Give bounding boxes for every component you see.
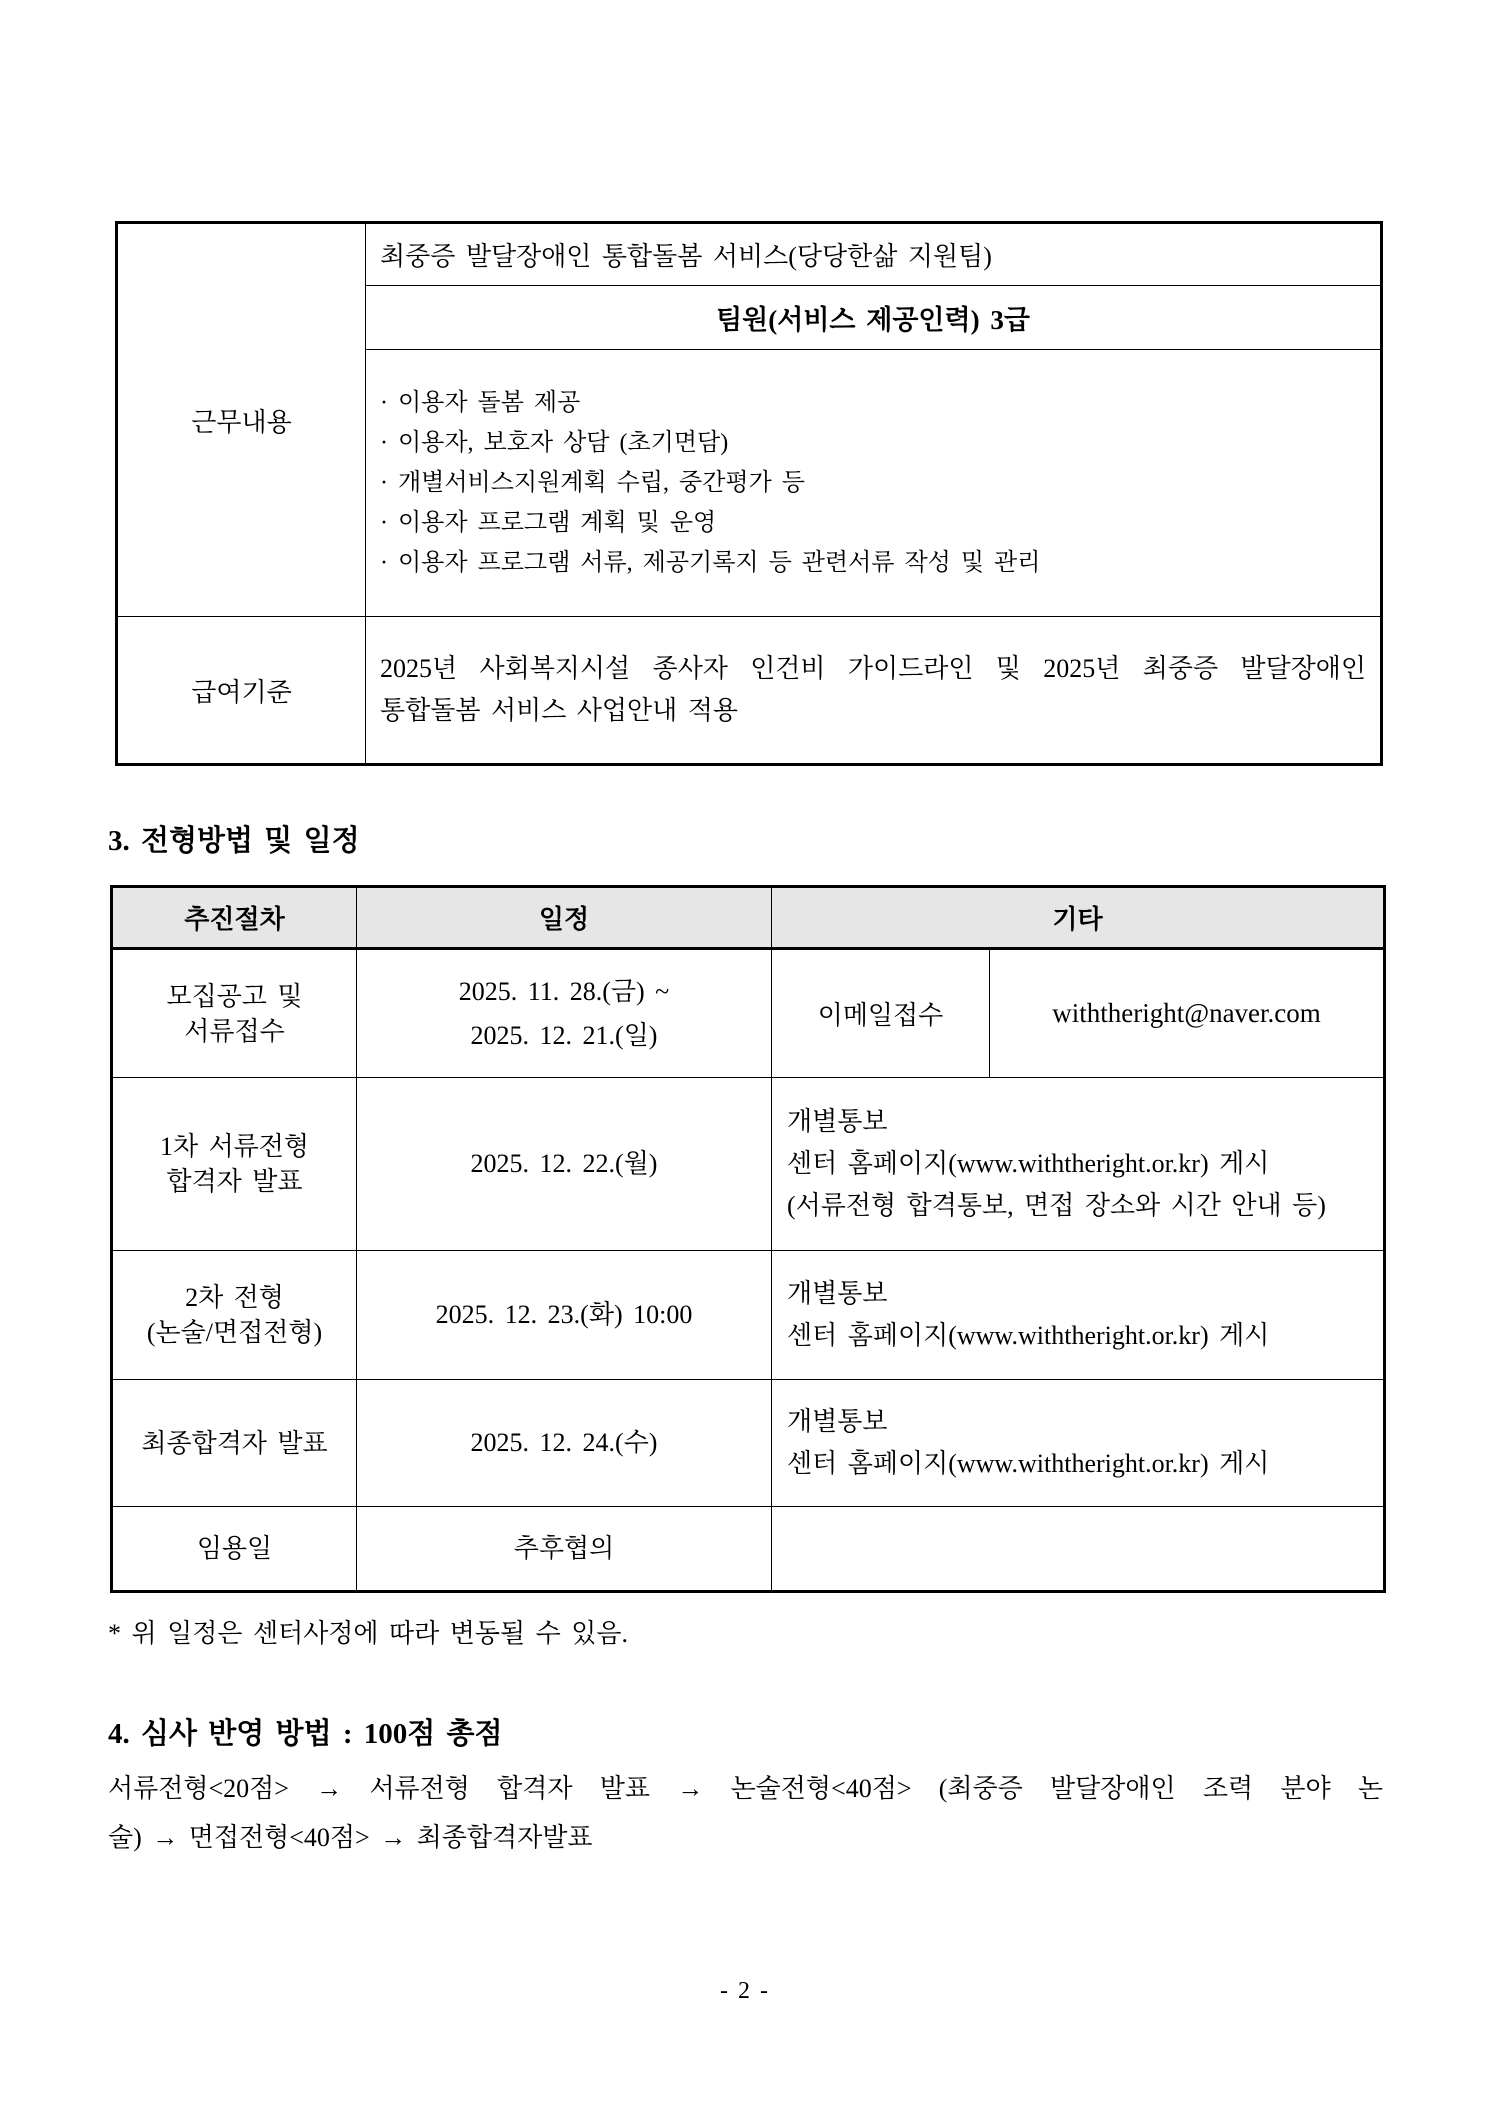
- header-step: 추진절차: [112, 887, 357, 949]
- table-row: [112, 1251, 1385, 1380]
- step-text: 합격자 발표: [166, 1167, 303, 1196]
- step-cell: [112, 1380, 357, 1507]
- step-text: (논술/면접전형): [146, 1318, 323, 1347]
- etc-cell: [772, 1251, 1385, 1380]
- schedule-cell: [357, 1251, 772, 1380]
- table-row: [112, 1380, 1385, 1507]
- schedule-text: 추후협의: [513, 1533, 615, 1563]
- step-text: 서류접수: [184, 1016, 285, 1046]
- duty-label-cell: [117, 223, 366, 617]
- page-number: - 2 -: [720, 1978, 768, 2004]
- salary-label-cell: [117, 617, 366, 765]
- table-row: [112, 1078, 1385, 1251]
- step-text: 최종합격자 발표: [141, 1428, 328, 1458]
- duty-label: 근무내용: [191, 407, 292, 437]
- schedule-text: 2025. 12. 22.(월): [470, 1149, 658, 1178]
- header-etc: 기타: [772, 887, 1385, 949]
- schedule-cell: [357, 1380, 772, 1507]
- etc-text: 개별통보: [787, 1407, 888, 1436]
- schedule-text: 2025. 12. 23.(화) 10:00: [435, 1300, 693, 1329]
- duty-item: · 이용자, 보호자 상담 (초기면담): [380, 430, 729, 456]
- step-text: 2차 전형: [185, 1283, 284, 1312]
- service-name: 최중증 발달장애인 통합돌봄 서비스(당당한삶 지원팀): [380, 242, 992, 271]
- etc-cell-empty: [772, 1507, 1385, 1592]
- email-cell: [990, 949, 1385, 1078]
- evaluation-text-line: 술) → 면접전형<40점> → 최종합격자발표: [108, 1823, 593, 1852]
- section-4-heading: 4. 심사 반영 방법 : 100점 총점: [108, 1718, 503, 1750]
- schedule-cell: [357, 949, 772, 1078]
- etc-text: 개별통보: [787, 1107, 888, 1136]
- duty-item: · 이용자 돌봄 제공: [380, 390, 581, 416]
- duty-item: · 이용자 프로그램 계획 및 운영: [380, 510, 717, 536]
- schedule-cell: [357, 1078, 772, 1251]
- schedule-text: 2025. 12. 21.(일): [470, 1020, 658, 1050]
- application-method: 이메일접수: [817, 1001, 944, 1030]
- step-text: 모집공고 및: [166, 981, 303, 1011]
- etc-cell: [772, 1380, 1385, 1507]
- table-header-row: [112, 887, 1385, 949]
- step-cell: [112, 1251, 357, 1380]
- work-info-table: [115, 221, 1383, 766]
- schedule-note: * 위 일정은 센터사정에 따라 변동될 수 있음.: [108, 1619, 628, 1648]
- salary-text-line: 통합돌봄 서비스 사업안내 적용: [380, 696, 739, 725]
- position-title: 팀원(서비스 제공인력) 3급: [716, 305, 1030, 335]
- table-row: [112, 1507, 1385, 1592]
- duty-item: · 개별서비스지원계획 수립, 중간평가 등: [380, 470, 805, 496]
- salary-text-line: 2025년 사회복지시설 종사자 인건비 가이드라인 및 2025년 최중증 발달장애인: [380, 654, 1366, 683]
- method-cell: [772, 949, 990, 1078]
- header-schedule: 일정: [357, 887, 772, 949]
- etc-text: 센터 홈페이지(www.withtheright.or.kr) 게시: [787, 1449, 1270, 1478]
- step-cell: [112, 1507, 357, 1592]
- salary-cell: [366, 617, 1382, 765]
- etc-cell: [772, 1078, 1385, 1251]
- step-cell: [112, 1078, 357, 1251]
- salary-label: 급여기준: [191, 677, 292, 707]
- etc-text: (서류전형 합격통보, 면접 장소와 시간 안내 등): [787, 1191, 1326, 1220]
- etc-text: 센터 홈페이지(www.withtheright.or.kr) 게시: [787, 1149, 1270, 1178]
- schedule-text: 2025. 12. 24.(수): [470, 1428, 658, 1457]
- etc-text: 센터 홈페이지(www.withtheright.or.kr) 게시: [787, 1321, 1270, 1350]
- email-address: withtheright@naver.com: [1052, 998, 1321, 1028]
- evaluation-paragraph: [108, 1764, 1383, 1862]
- section-3-heading: 3. 전형방법 및 일정: [108, 825, 360, 857]
- schedule-cell: [357, 1507, 772, 1592]
- etc-text: 개별통보: [787, 1279, 888, 1308]
- schedule-text: 2025. 11. 28.(금) ~: [458, 976, 670, 1006]
- step-text: 1차 서류전형: [159, 1132, 310, 1161]
- position-title-cell: [366, 286, 1382, 350]
- duties-cell: [366, 350, 1382, 617]
- duty-item: · 이용자 프로그램 서류, 제공기록지 등 관련서류 작성 및 관리: [380, 550, 1041, 576]
- evaluation-text-line: 서류전형<20점> → 서류전형 합격자 발표 → 논술전형<40점> (최중증 발달장애인 조력 분야 논: [108, 1774, 1383, 1803]
- step-cell: [112, 949, 357, 1078]
- table-row: [112, 949, 1385, 1078]
- service-name-cell: [366, 223, 1382, 286]
- schedule-table: [110, 885, 1386, 1593]
- step-text: 임용일: [196, 1534, 273, 1563]
